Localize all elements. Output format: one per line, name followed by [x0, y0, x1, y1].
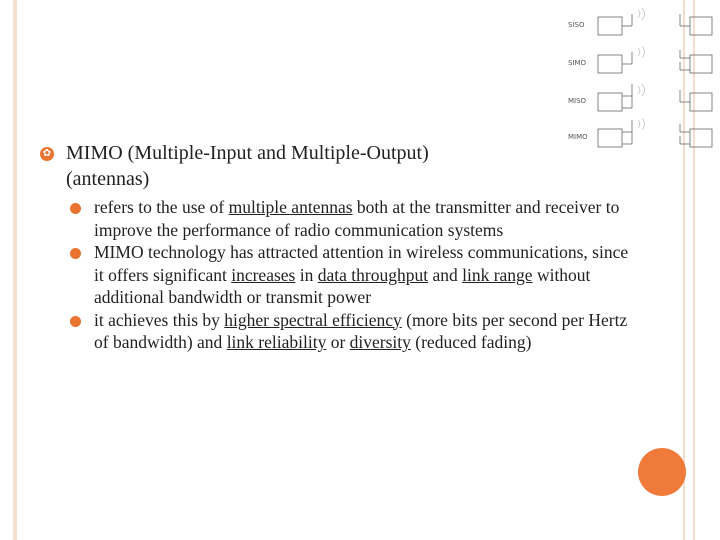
diagram-label-mimo: MIMO	[568, 133, 588, 141]
sub-bullet-list	[70, 196, 630, 354]
gear-bullet-icon: ✿	[40, 147, 54, 161]
text-run: or	[326, 332, 350, 352]
left-decorative-rule	[13, 0, 17, 540]
bullet-dot-icon	[70, 203, 81, 214]
diagram-label-siso: SISO	[568, 21, 585, 29]
text-run: MIMO technology has attracted attention in wireless communications, since it offers significant	[94, 242, 629, 285]
sub-bullet	[70, 241, 630, 309]
underlined-term: link range	[462, 264, 533, 285]
main-bullet-line-1: MIMO (Multiple-Input and Multiple-Output)	[66, 142, 429, 164]
sub-bullet-text	[94, 310, 627, 353]
main-bullet	[40, 140, 570, 192]
diagram-label-simo: SIMO	[568, 59, 587, 67]
text-run: (more bits per second per Hertz of bandwidth) and	[94, 309, 628, 352]
underlined-term: multiple antennas	[228, 197, 353, 217]
bullet-dot-icon	[70, 316, 81, 327]
text-run: in	[295, 264, 318, 285]
text-run: refers to the use of	[94, 197, 229, 217]
text-run: both at the transmitter and receiver to improve the performance of radio communication systems	[94, 197, 620, 240]
text-run: it achieves this by	[94, 309, 225, 330]
sub-bullet	[70, 196, 630, 241]
bullet-dot-icon	[70, 248, 81, 259]
sub-bullet-text	[94, 197, 619, 240]
underlined-term: diversity	[349, 332, 411, 352]
text-run: without additional bandwidth or transmit power	[94, 264, 591, 307]
orange-circle-decoration	[638, 448, 686, 496]
main-bullet-line-2: (antennas)	[66, 168, 150, 190]
antenna-configuration-diagram	[560, 0, 720, 160]
underlined-term: increases	[231, 264, 296, 285]
sub-bullet-text	[94, 242, 628, 307]
text-run: (reduced fading)	[410, 332, 532, 352]
underlined-term: data throughput	[317, 264, 429, 285]
underlined-term: link reliability	[226, 332, 327, 352]
diagram-label-miso: MISO	[568, 97, 587, 105]
sub-bullet	[70, 309, 630, 354]
underlined-term: higher spectral efficiency	[224, 309, 402, 330]
main-bullet-text	[66, 140, 570, 192]
text-run: and	[428, 264, 463, 285]
